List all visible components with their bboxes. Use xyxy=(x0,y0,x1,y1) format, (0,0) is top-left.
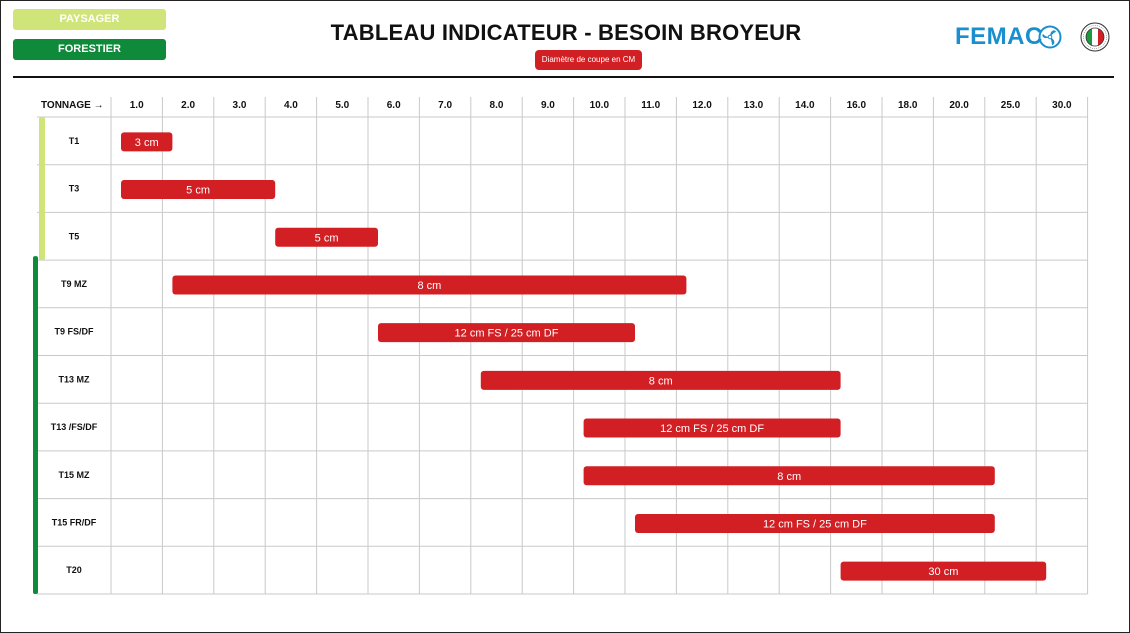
bar-data-label: 12 cm FS / 25 cm DF xyxy=(454,327,559,340)
bar-data-label: 8 cm xyxy=(777,470,802,483)
row-label: T15 FR/DF xyxy=(51,517,97,528)
x-tick-label: 4.0 xyxy=(283,100,298,111)
x-tick-label: 18.0 xyxy=(897,100,918,111)
row-label: T5 xyxy=(68,231,80,242)
bar-data-label: 8 cm xyxy=(648,375,673,388)
bar-data-label: 5 cm xyxy=(186,184,211,197)
bar-data-label: 12 cm FS / 25 cm DF xyxy=(660,423,765,436)
bar-data-label: 5 cm xyxy=(314,232,339,245)
group-band-forestier xyxy=(33,256,38,594)
x-tick-label: 20.0 xyxy=(949,100,969,111)
bar-data-label: 3 cm xyxy=(134,136,159,149)
x-tick-label: 2.0 xyxy=(181,100,196,111)
row-label: T20 xyxy=(66,565,82,576)
x-tick-label: 8.0 xyxy=(489,100,504,111)
bars xyxy=(121,132,1046,580)
x-tick-label: 25.0 xyxy=(1000,100,1021,111)
subtitle-badge: Diamètre de coupe en CM xyxy=(535,50,642,70)
x-tick-label: 11.0 xyxy=(641,100,661,111)
group-band-paysager xyxy=(39,117,45,260)
x-tick-label: 10.0 xyxy=(589,100,610,111)
x-tick-label: 30.0 xyxy=(1052,100,1072,111)
bar-data-label: 30 cm xyxy=(928,566,959,579)
row-label: T3 xyxy=(68,183,80,194)
row-label: T13 MZ xyxy=(58,374,90,385)
row-label: T13 /FS/DF xyxy=(50,422,98,433)
row-label: T1 xyxy=(68,135,80,146)
row-label: T9 MZ xyxy=(61,278,87,289)
x-axis-label: TONNAGE → xyxy=(41,100,104,111)
x-tick-label: 14.0 xyxy=(795,100,815,111)
x-tick-label: 9.0 xyxy=(540,100,555,111)
x-tick-label: 6.0 xyxy=(386,100,401,111)
x-tick-label: 3.0 xyxy=(232,100,247,111)
legend-paysager: PAYSAGER xyxy=(13,9,166,30)
legend-forestier: FORESTIER xyxy=(13,39,166,60)
brand-logo: FEMAC xyxy=(955,23,1043,50)
bar-data-label: 12 cm FS / 25 cm DF xyxy=(762,518,867,531)
range-bar-chart xyxy=(1,1,1129,632)
x-tick-label: 12.0 xyxy=(692,100,712,111)
row-label: T9 FS/DF xyxy=(54,326,94,337)
bar-data-label: 8 cm xyxy=(417,279,442,292)
row-label: T15 MZ xyxy=(58,469,90,480)
x-tick-label: 13.0 xyxy=(743,100,764,111)
x-tick-label: 16.0 xyxy=(846,100,867,111)
page-title: TABLEAU INDICATEUR - BESOIN BROYEUR xyxy=(330,20,802,45)
x-tick-label: 5.0 xyxy=(335,100,350,111)
x-tick-label: 7.0 xyxy=(438,100,453,111)
x-tick-label: 1.0 xyxy=(129,100,144,111)
x-axis xyxy=(41,100,1072,111)
